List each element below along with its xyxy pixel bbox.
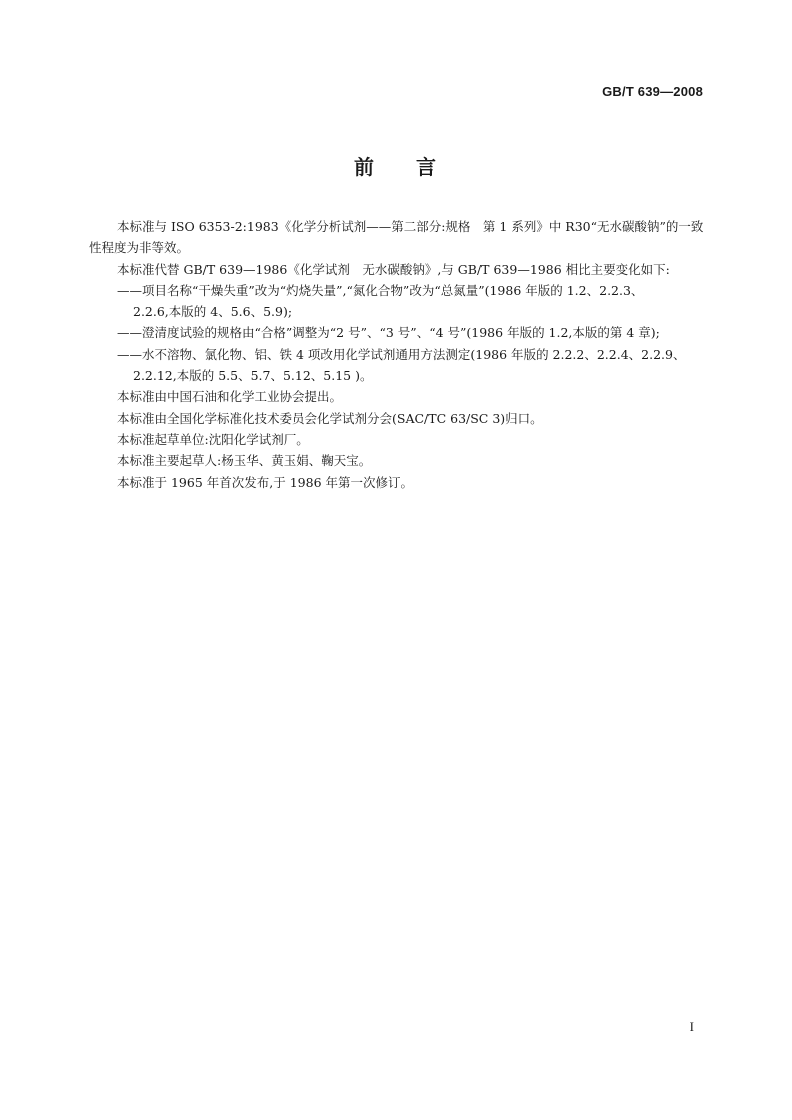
- paragraph-history: 本标准于 1965 年首次发布,于 1986 年第一次修订。: [117, 474, 413, 490]
- change-item-3: ——水不溶物、氯化物、铝、铁 4 项改用化学试剂通用方法测定(1986 年版的 2.2.2、2.2.4、2.2.9、: [117, 346, 686, 362]
- paragraph-drafters: 本标准主要起草人:杨玉华、黄玉娟、鞠天宝。: [117, 453, 372, 469]
- paragraph-administration: 本标准由全国化学标准化技术委员会化学试剂分会(SAC/TC 63/SC 3)归口。: [117, 410, 543, 426]
- title-char-1: 前: [354, 155, 376, 179]
- standard-code: GB/T 639—2008: [602, 84, 703, 99]
- title-char-2: 言: [416, 155, 438, 179]
- change-item-1: ——项目名称“干燥失重”改为“灼烧失量”,“氮化合物”改为“总氮量”(1986 年版的 1.2、2.2.3、: [117, 282, 644, 298]
- page-title: [0, 151, 792, 180]
- paragraph-equivalence: 本标准与 ISO 6353-2:1983《化学分析试剂——第二部分:规格 第 1 系列》中 R30“无水碳酸钠”的一致性程度为非等效。: [89, 219, 704, 256]
- paragraph-replacement: 本标准代替 GB/T 639—1986《化学试剂 无水碳酸钠》,与 GB/T 639—1986 相比主要变化如下:: [117, 261, 670, 277]
- paragraph-proposer: 本标准由中国石油和化学工业协会提出。: [117, 389, 343, 405]
- change-item-2: ——澄清度试验的规格由“合格”调整为“2 号”、“3 号”、“4 号”(1986 年版的 1.2,本版的第 4 章);: [117, 325, 660, 341]
- paragraph-drafting-unit: 本标准起草单位:沈阳化学试剂厂。: [117, 431, 309, 447]
- change-item-3-cont: 2.2.12,本版的 5.5、5.7、5.12、5.15 )。: [133, 368, 373, 384]
- page-number: I: [689, 1019, 694, 1034]
- foreword-body: [89, 216, 705, 493]
- change-item-1-cont: 2.2.6,本版的 4、5.6、5.9);: [133, 304, 293, 320]
